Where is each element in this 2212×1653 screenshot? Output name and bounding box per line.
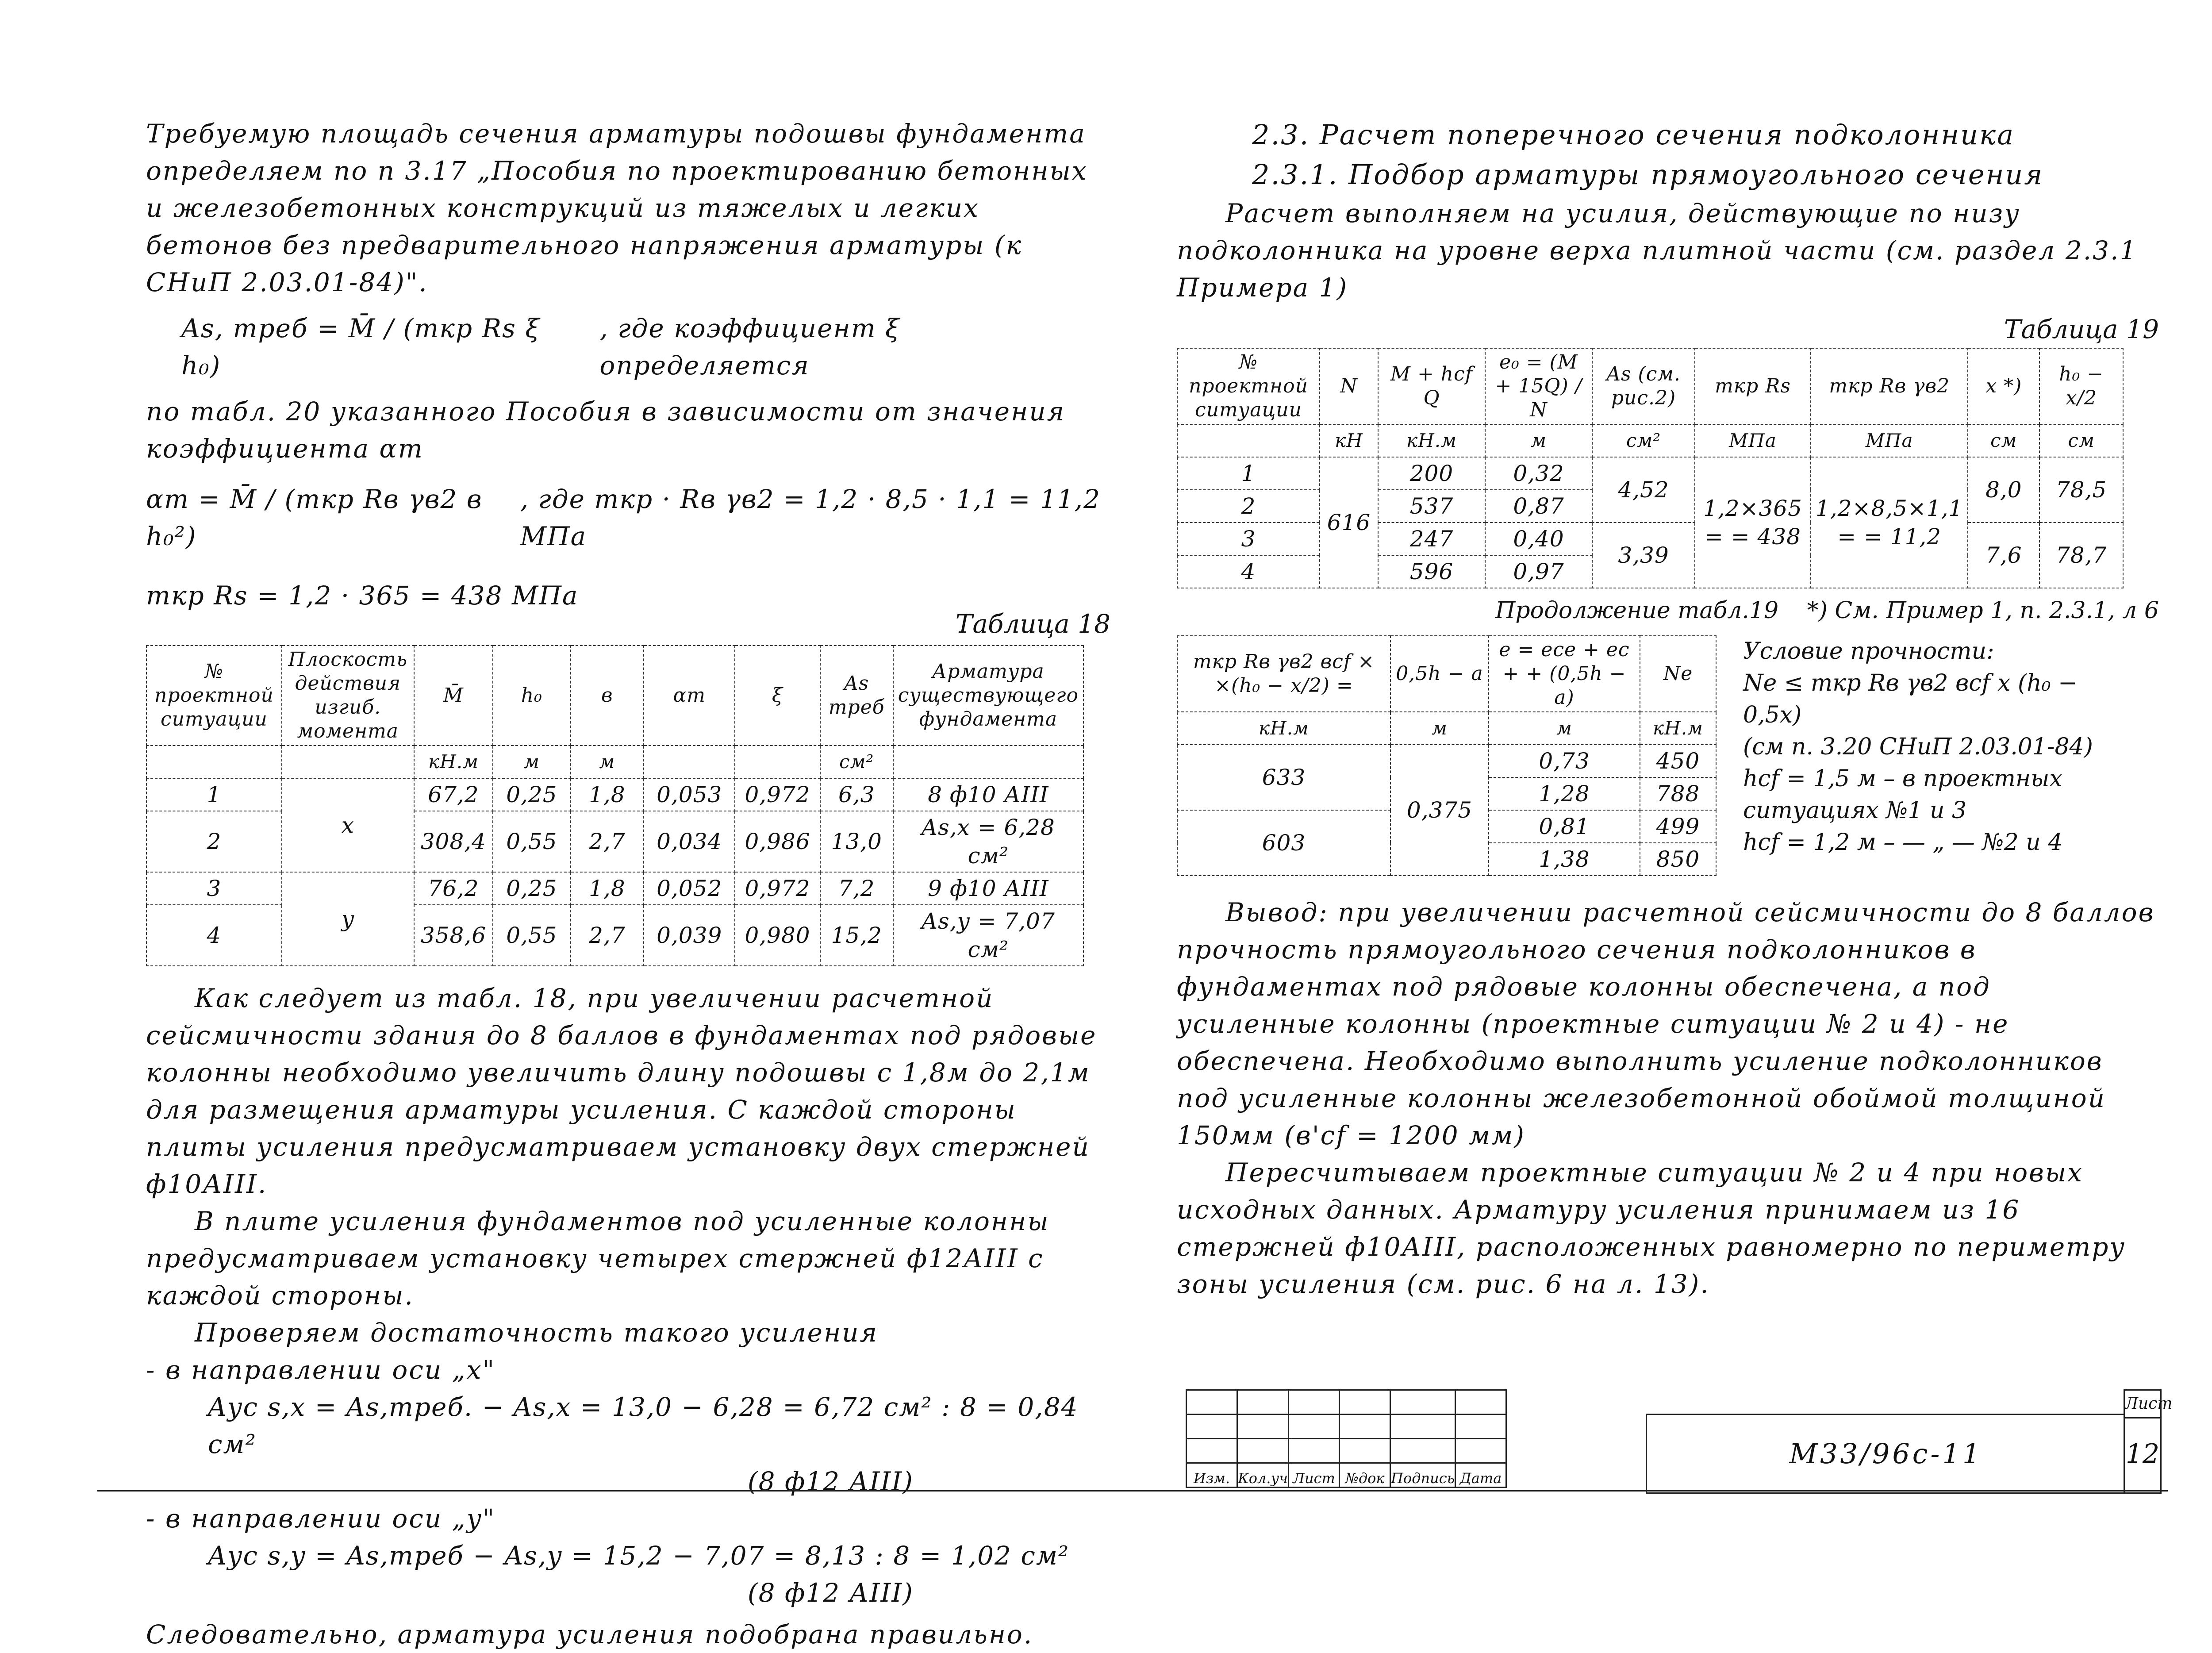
table-cell: 788 <box>1640 777 1716 810</box>
table-cell: 247 <box>1378 523 1485 555</box>
column-header: 0,5h − a <box>1390 636 1489 712</box>
half-h-cell: 0,375 <box>1390 745 1489 876</box>
grid-cell <box>1340 1439 1390 1463</box>
unit-cell: кН.м <box>414 746 493 778</box>
table-cell: 0,73 <box>1489 745 1640 777</box>
table-cell: 0,40 <box>1485 523 1592 555</box>
stamp-label: №док <box>1340 1463 1390 1488</box>
unit-cell: м <box>1485 424 1592 457</box>
table-cell: As,x = 6,28 см² <box>893 811 1083 872</box>
table-cell: 0,986 <box>735 811 820 872</box>
unit-cell: м <box>1489 712 1640 745</box>
column-header: Ne <box>1640 636 1716 712</box>
section-heading: 2.3. Расчет поперечного сечения подколонника <box>1252 119 2015 151</box>
x-cell: 7,6 <box>1968 523 2039 588</box>
unit-cell: см² <box>820 746 893 778</box>
table-header-row <box>1177 636 1716 712</box>
table-cell: 0,039 <box>644 905 735 966</box>
table-cell: 0,25 <box>493 872 570 905</box>
unit-cell: МПа <box>1695 424 1811 457</box>
moment-cell: 603 <box>1177 810 1390 876</box>
hcf-line-2: hcf = 1,2 м – — „ — №2 и 4 <box>1743 829 2063 856</box>
grid-cell <box>1390 1415 1455 1439</box>
equation-x-note: (8 ф12 АIII) <box>748 1466 914 1496</box>
bottom-rule <box>97 1490 2168 1492</box>
column-header: № проектной ситуации <box>1177 348 1320 424</box>
column-header: h₀ <box>493 646 570 746</box>
table-row <box>146 872 1083 905</box>
formula-as-tail: , где коэффициент ξ определяется <box>599 313 901 381</box>
sheet-label: Лист <box>2125 1391 2160 1419</box>
paragraph-recalc: Пересчитываем проектные ситуации № 2 и 4 при новых исходных данных. Арматуру усиления принимаем из 16 стержней ф10АIII, расположенных равномерно по периметру зоны усиления (см. рис. 6 на л. 13). <box>1177 1157 2126 1299</box>
table-cell: 8 ф10 АIII <box>893 778 1083 811</box>
unit-cell <box>644 746 735 778</box>
column-header: ξ <box>735 646 820 746</box>
table-cell: 1,8 <box>571 778 644 811</box>
stamp-label: Подпись <box>1390 1463 1455 1488</box>
strength-condition <box>1743 635 2141 876</box>
column-header: Плоскость действия изгиб. момента <box>282 646 414 746</box>
intro-paragraph: Требуемую площадь сечения арматуры подошвы фундамента определяем по п 3.17 „Пособия по проектированию бетонных и железобетонных конструкций из тяжелых и легких бетонов без предварительного напряжения арматуры (к СНиП 2.03.01-84)". <box>146 119 1088 297</box>
table-cell: 2,7 <box>571 905 644 966</box>
condition-title: Условие прочности: <box>1743 638 1994 665</box>
as-cell: 3,39 <box>1592 523 1695 588</box>
grid-cell <box>1390 1439 1455 1463</box>
table-cell: As,y = 7,07 см² <box>893 905 1083 966</box>
grid-cell <box>1289 1439 1340 1463</box>
table-cell: 9 ф10 АIII <box>893 872 1083 905</box>
table-cell: 2 <box>146 811 282 872</box>
table-cell: 0,32 <box>1485 457 1592 490</box>
formula-am-tail: , где mкр · Rв γв2 = 1,2 · 8,5 · 1,1 = 11,2 МПа <box>520 484 1101 551</box>
table-cell: 4 <box>146 905 282 966</box>
revision-grid <box>1186 1389 1507 1488</box>
stamp-label: Изм. <box>1187 1463 1237 1488</box>
table-cell: 450 <box>1640 745 1716 777</box>
paragraph-conclusion-table18: Как следует из табл. 18, при увеличении расчетной сейсмичности здания до 8 баллов в фундаментах под рядовые колонны необходимо увеличить длину подошвы с 1,8м до 2,1м для размещения арматуры усиления. С каждой стороны плиты усиления предусматриваем установку двух стержней ф10АIII. <box>146 983 1097 1199</box>
stamp-label: Дата <box>1455 1463 1506 1488</box>
direction-x: - в направлении оси „x" <box>146 1355 496 1385</box>
table-cell: 358,6 <box>414 905 493 966</box>
formula-am: αm = M̄ / (mкр Rв γв2 в h₀²) <box>146 484 483 551</box>
column-header: mкр Rв γв2 <box>1811 348 1968 424</box>
table-header-row <box>146 646 1083 746</box>
paragraph-check: Проверяем достаточность такого усиления <box>195 1318 878 1348</box>
unit-cell <box>282 746 414 778</box>
column-header: N <box>1320 348 1378 424</box>
table-cell: 0,55 <box>493 905 570 966</box>
table-cell: 0,25 <box>493 778 570 811</box>
column-header: e₀ = (M + 15Q) / N <box>1485 348 1592 424</box>
grid-cell <box>1237 1390 1289 1415</box>
plane-cell: x <box>282 778 414 872</box>
table-cell: 200 <box>1378 457 1485 490</box>
table-cell: 3 <box>146 872 282 905</box>
sheet-number: 12 <box>2125 1438 2160 1469</box>
grid-cell <box>1340 1390 1390 1415</box>
table-row <box>1177 523 2123 555</box>
table-cell: 308,4 <box>414 811 493 872</box>
column-header: № проектной ситуации <box>146 646 282 746</box>
x-cell: 8,0 <box>1968 457 2039 523</box>
formula-as: As, треб = M̄ / (mкр Rs ξ h₀) <box>181 313 541 381</box>
mkr-rs-cell: 1,2×365 = = 438 <box>1695 457 1811 588</box>
column-header: x *) <box>1968 348 2039 424</box>
h-cell: 78,5 <box>2039 457 2123 523</box>
subsection-heading: 2.3.1. Подбор арматуры прямоугольного сечения <box>1252 158 2044 191</box>
grid-cell <box>1289 1390 1340 1415</box>
table-cell: 1,28 <box>1489 777 1640 810</box>
table-units-row <box>1177 712 1716 745</box>
grid-cell <box>1187 1439 1237 1463</box>
direction-y: - в направлении оси „y" <box>146 1503 496 1534</box>
table-cell: 4 <box>1177 555 1320 588</box>
unit-cell <box>893 746 1083 778</box>
unit-cell: кН <box>1320 424 1378 457</box>
table-cell: 7,2 <box>820 872 893 905</box>
unit-cell <box>1177 424 1320 457</box>
table-cell: 13,0 <box>820 811 893 872</box>
equation-x: Aус s,x = As,треб. − As,x = 13,0 − 6,28 = 6,72 см² : 8 = 0,84 см² <box>208 1392 1079 1459</box>
grid-cell <box>1455 1439 1506 1463</box>
grid-cell <box>1187 1415 1237 1439</box>
table-cell: 0,980 <box>735 905 820 966</box>
right-intro: Расчет выполняем на усилия, действующие по низу подколонника на уровне верха плитной части (см. раздел 2.3.1 Примера 1) <box>1177 198 2138 303</box>
grid-cell <box>1289 1415 1340 1439</box>
n-cell: 616 <box>1320 457 1378 588</box>
unit-cell: см <box>2039 424 2123 457</box>
unit-cell: см² <box>1592 424 1695 457</box>
grid-cell <box>1237 1415 1289 1439</box>
table-cell: 0,034 <box>644 811 735 872</box>
title-block <box>1186 1389 2173 1491</box>
table-cell: 537 <box>1378 490 1485 523</box>
unit-cell <box>735 746 820 778</box>
plane-cell: y <box>282 872 414 966</box>
h-cell: 78,7 <box>2039 523 2123 588</box>
column-header: mкр Rs <box>1695 348 1811 424</box>
table-cell: 0,053 <box>644 778 735 811</box>
left-column <box>146 115 1110 1653</box>
table-header-row <box>1177 348 2123 424</box>
moment-cell: 633 <box>1177 745 1390 810</box>
table-cell: 0,052 <box>644 872 735 905</box>
unit-cell: МПа <box>1811 424 1968 457</box>
unit-cell: кН.м <box>1378 424 1485 457</box>
table-cell: 0,97 <box>1485 555 1592 588</box>
column-header: e = eсе + eс + + (0,5h − a) <box>1489 636 1640 712</box>
table-cell: 3 <box>1177 523 1320 555</box>
formula-mkr-rs: mкр Rs = 1,2 · 365 = 438 МПа <box>146 580 579 611</box>
table-cell: 1 <box>146 778 282 811</box>
stamp-label: Кол.уч <box>1237 1463 1289 1488</box>
table-cell: 2 <box>1177 490 1320 523</box>
table-cell: 67,2 <box>414 778 493 811</box>
column-header: M + hcf Q <box>1378 348 1485 424</box>
condition-formula: Ne ≤ mкр Rв γв2 вcf x (h₀ − 0,5x) <box>1743 670 2078 728</box>
table-cell: 6,3 <box>820 778 893 811</box>
table-cell: 0,972 <box>735 778 820 811</box>
stamp-label: Лист <box>1289 1463 1340 1488</box>
formula-as-row <box>146 310 1110 384</box>
table-units-row <box>146 746 1083 778</box>
grid-cell <box>1340 1415 1390 1439</box>
as-cell: 4,52 <box>1592 457 1695 523</box>
table19-caption: Таблица 19 <box>2004 314 2159 344</box>
table-19 <box>1177 348 2124 588</box>
table-cell: 1 <box>1177 457 1320 490</box>
paragraph-result: Вывод: при увеличении расчетной сейсмичности до 8 баллов прочность прямоугольного сечения подколонников в фундаментах под рядовые колонны обеспечена, а под усиленные колонны (проектные ситуации № 2 и 4) - не обеспечена. Необходимо выполнить усиление подколонников под усиленные колонны железобетонной обоймой толщиной 150мм (в'cf = 1200 мм) <box>1177 897 2155 1150</box>
text-table20: по табл. 20 указанного Пособия в зависимости от значения коэффициента αm <box>146 396 1066 464</box>
grid-cell <box>1237 1439 1289 1463</box>
grid-cell <box>1455 1390 1506 1415</box>
unit-cell: кН.м <box>1177 712 1390 745</box>
column-header: mкр Rв γв2 вcf × ×(h₀ − x/2) = <box>1177 636 1390 712</box>
table-cell: 15,2 <box>820 905 893 966</box>
column-header: Арматура существующего фундамента <box>893 646 1083 746</box>
table-cell: 0,55 <box>493 811 570 872</box>
hcf-line-1: hcf = 1,5 м – в проектных ситуациях №1 и 3 <box>1743 765 2062 824</box>
column-header: αm <box>644 646 735 746</box>
table-cell: 1,8 <box>571 872 644 905</box>
table-row <box>146 778 1083 811</box>
table-cell: 1,38 <box>1489 843 1640 876</box>
unit-cell: кН.м <box>1640 712 1716 745</box>
unit-cell: м <box>493 746 570 778</box>
table-row <box>1177 457 2123 490</box>
table-19-continued <box>1177 635 1717 876</box>
grid-cell <box>1187 1390 1237 1415</box>
table-units-row <box>1177 424 2123 457</box>
table-cell: 0,81 <box>1489 810 1640 843</box>
condition-reference: (см п. 3.20 СНиП 2.03.01-84) <box>1743 734 2093 760</box>
table-cell: 76,2 <box>414 872 493 905</box>
table-cell: 2,7 <box>571 811 644 872</box>
table-row <box>1177 745 1716 777</box>
formula-am-row <box>146 481 1110 555</box>
conclusion: Следовательно, арматура усиления подобрана правильно. <box>146 1619 1033 1649</box>
continuation-caption: Продолжение табл.19 <box>1495 597 1779 624</box>
footnote: *) См. Пример 1, п. 2.3.1, л 6 <box>1807 597 2159 624</box>
column-header: M̄ <box>414 646 493 746</box>
equation-y: Aус s,y = As,треб − As,y = 15,2 − 7,07 = 8,13 : 8 = 1,02 см² <box>208 1541 1070 1571</box>
table-cell: 596 <box>1378 555 1485 588</box>
table-cell: 499 <box>1640 810 1716 843</box>
sheet-box <box>2124 1389 2173 1494</box>
equation-y-note: (8 ф12 АIII) <box>748 1578 914 1608</box>
document-code: М33/96с-11 <box>1646 1414 2125 1494</box>
lower-right-block <box>1177 635 2159 876</box>
table-18 <box>146 645 1084 966</box>
table-cell: 0,87 <box>1485 490 1592 523</box>
grid-cell <box>1455 1415 1506 1439</box>
paragraph-reinforcement: В плите усиления фундаментов под усиленные колонны предусматриваем установку четырех стержней ф12АIII с каждой стороны. <box>146 1206 1050 1311</box>
table-cell: 850 <box>1640 843 1716 876</box>
right-column <box>1177 115 2159 1303</box>
column-header: в <box>571 646 644 746</box>
table18-caption: Таблица 18 <box>955 609 1110 639</box>
column-header: As треб <box>820 646 893 746</box>
caption-row <box>1177 595 2159 627</box>
grid-cell <box>1390 1390 1455 1415</box>
unit-cell: см <box>1968 424 2039 457</box>
unit-cell <box>146 746 282 778</box>
column-header: h₀ − x/2 <box>2039 348 2123 424</box>
unit-cell: м <box>571 746 644 778</box>
unit-cell: м <box>1390 712 1489 745</box>
mkr-rb-cell: 1,2×8,5×1,1 = = 11,2 <box>1811 457 1968 588</box>
column-header: As (см. рис.2) <box>1592 348 1695 424</box>
table-cell: 0,972 <box>735 872 820 905</box>
